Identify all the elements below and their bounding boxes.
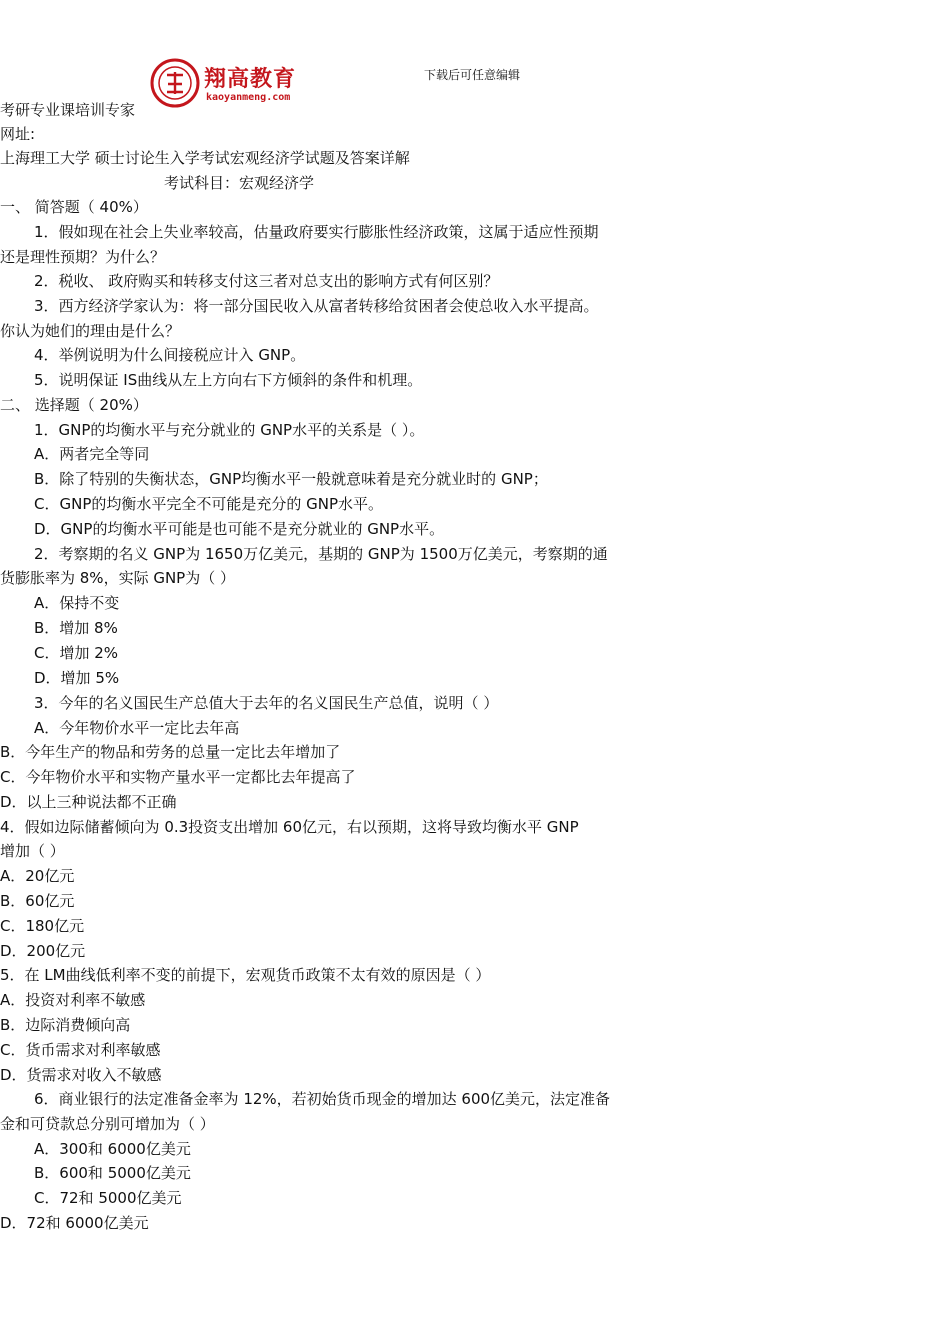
question-line: 5．在 LM曲线低利率不变的前提下，宏观货币政策不太有效的原因是（ ） — [0, 966, 491, 984]
question-line: 6．商业银行的法定准备金率为 12%，若初始货币现金的增加达 600亿美元，法定准备 — [34, 1090, 611, 1108]
question-line: 还是理性预期？为什么？ — [0, 248, 166, 266]
question-line: 4．举例说明为什么间接税应计入 GNP。 — [34, 346, 306, 364]
question-line: 货膨胀率为 8%，实际 GNP为（ ） — [0, 569, 235, 587]
question-line: 2．考察期的名义 GNP为 1650万亿美元，基期的 GNP为 1500万亿美元，考察期的通 — [34, 545, 608, 563]
option-line: A．两者完全等同 — [34, 445, 150, 463]
logo-name: 翔高教育 — [204, 66, 297, 92]
question-line: 3．西方经济学家认为：将一部分国民收入从富者转移给贫困者会使总收入水平提高。 — [34, 297, 599, 315]
option-line: B．增加 8% — [34, 619, 118, 637]
option-line: A．保持不变 — [34, 594, 120, 612]
logo-url: kaoyanmeng.com — [206, 92, 291, 103]
question-line: 你认为她们的理由是什么？ — [0, 322, 181, 340]
option-line: B．今年生产的物品和劳务的总量一定比去年增加了 — [0, 743, 341, 761]
download-note: 下载后可任意编辑 — [424, 68, 521, 82]
seal-icon — [150, 58, 200, 108]
question-line: 金和可贷款总分别可增加为（ ） — [0, 1115, 215, 1133]
option-line: A．今年物价水平一定比去年高 — [34, 719, 240, 737]
option-line: C．今年物价水平和实物产量水平一定都比去年提高了 — [0, 768, 356, 786]
tagline: 考研专业课培训专家 — [0, 101, 136, 119]
option-line: D．GNP的均衡水平可能是也可能不是充分就业的 GNP水平。 — [34, 520, 445, 538]
option-line: C．增加 2% — [34, 644, 119, 662]
question-line: 2．税收、 政府购买和转移支付这三者对总支出的影响方式有何区别？ — [34, 272, 499, 290]
option-line: A．投资对利率不敏感 — [0, 991, 146, 1009]
question-line: 增加（ ） — [0, 842, 65, 860]
exam-subject: 考试科目：宏观经济学 — [164, 174, 315, 192]
brand-logo — [150, 56, 320, 112]
option-line: C．GNP的均衡水平完全不可能是充分的 GNP水平。 — [34, 495, 384, 513]
option-line: C．180亿元 — [0, 917, 85, 935]
option-line: B．除了特别的失衡状态，GNP均衡水平一般就意味着是充分就业时的 GNP； — [34, 470, 548, 488]
option-line: B．600和 5000亿美元 — [34, 1164, 191, 1182]
document-title: 上海理工大学 硕士讨论生入学考试宏观经济学试题及答案详解 — [0, 149, 410, 167]
option-line: A．300和 6000亿美元 — [34, 1140, 191, 1158]
question-line: 1．GNP的均衡水平与充分就业的 GNP水平的关系是（ ）。 — [34, 421, 425, 439]
option-line: D．72和 6000亿美元 — [0, 1214, 149, 1232]
option-line: D．200亿元 — [0, 942, 86, 960]
option-line: D．货需求对收入不敏感 — [0, 1066, 162, 1084]
question-line: 5．说明保证 IS曲线从左上方向右下方倾斜的条件和机理。 — [34, 371, 423, 389]
option-line: D．以上三种说法都不正确 — [0, 793, 177, 811]
question-line: 1．假如现在社会上失业率较高，估量政府要实行膨胀性经济政策，这属于适应性预期 — [34, 223, 599, 241]
option-line: C．货币需求对利率敏感 — [0, 1041, 161, 1059]
option-line: D．增加 5% — [34, 669, 120, 687]
option-line: C．72和 5000亿美元 — [34, 1189, 182, 1207]
option-line: B．边际消费倾向高 — [0, 1016, 131, 1034]
option-line: B．60亿元 — [0, 892, 75, 910]
question-line: 4．假如边际储蓄倾向为 0.3投资支出增加 60亿元，右以预期，这将导致均衡水平 GNP — [0, 818, 579, 836]
question-line: 3．今年的名义国民生产总值大于去年的名义国民生产总值，说明（ ） — [34, 694, 499, 712]
option-line: A．20亿元 — [0, 867, 75, 885]
website-label: 网址: — [0, 125, 36, 143]
section-heading-multiple-choice: 二、 选择题（ 20%） — [0, 396, 148, 414]
section-heading-short-answer: 一、 简答题（ 40%） — [0, 198, 148, 216]
